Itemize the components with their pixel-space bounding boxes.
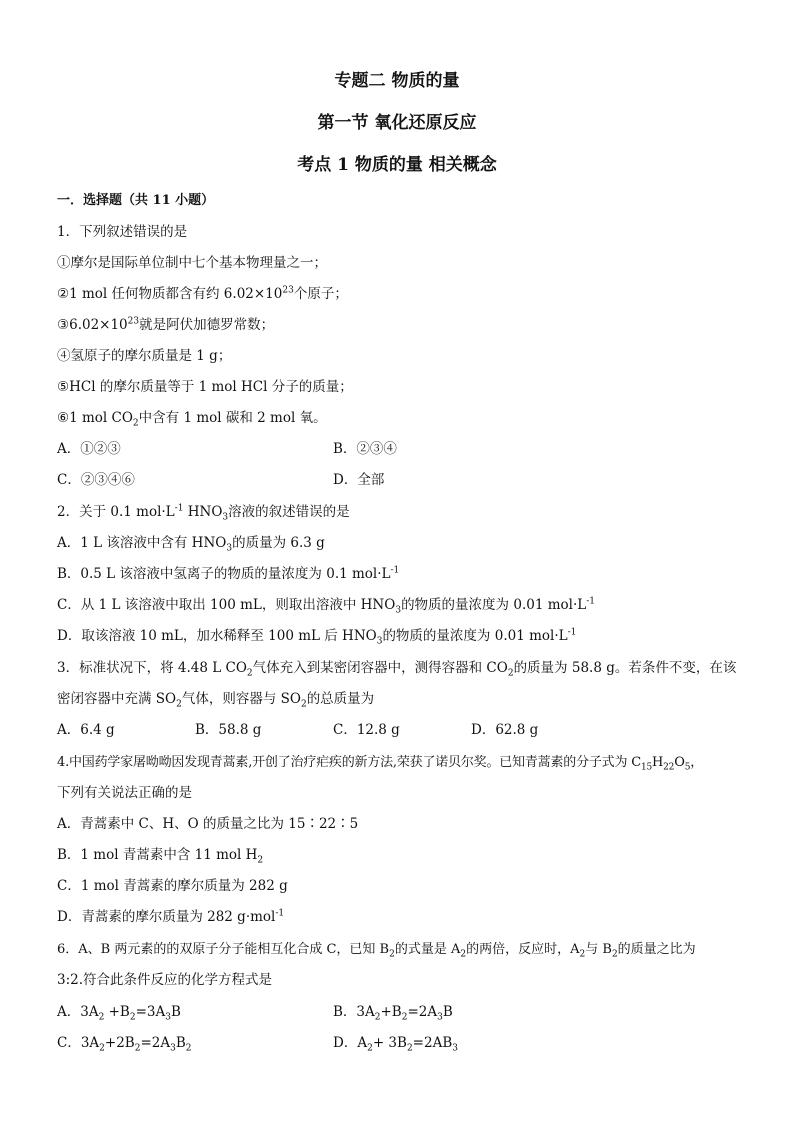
q6-stem-line-1: 6．A、B 两元素的的双原子分子能相互化合成 C，已知 $B_2$的式量是 $A_2$的两倍，反应时，$A_2$与 $B_2$的质量之比为 xyxy=(57,942,696,960)
q4-option-b: B．1 mol 青蒿素中含 11 mol $H_2$ xyxy=(57,847,264,866)
q3-option-d: D．62.8 g xyxy=(471,722,539,738)
q3-stem-line-1: 3．标准状况下，将 4.48 L $CO_2$气体充入到某密闭容器中，测得容器和 $CO_2$的质量为 58.8 g。若条件不变，在该 xyxy=(57,660,737,679)
q1-option-c: C．②③④⑥ xyxy=(57,472,135,488)
q1-statement-2: ②1 mol 任何物质都含有约 $6.02\times 10^{23}$个原子； xyxy=(57,285,348,302)
q2-option-b: B．0.5 L 该溶液中氢离子的物质的量浓度为 0.1 $mol\cdot L^{-1}$ xyxy=(57,565,400,582)
q3-option-a: A．6.4 g xyxy=(57,722,115,738)
q1-statement-3: $③6.02\times 10^{23}$就是阿伏加德罗常数； xyxy=(57,316,275,333)
q2-stem: 2．关于 0.1 $mol\cdot L^{-1}$ $HNO_3$溶液的叙述错误的是 xyxy=(57,503,350,523)
point-title: 考点 1 物质的量 相关概念 xyxy=(297,155,497,175)
q3-option-b: B．58.8 g xyxy=(195,722,262,738)
q1-option-b: B．②③④ xyxy=(333,441,397,457)
q6-option-d: D．$A_2+ 3B_2=2AB_3$ xyxy=(333,1035,458,1054)
q1-option-a: A．①②③ xyxy=(57,441,121,457)
topic-title: 专题二 物质的量 xyxy=(334,71,460,91)
q1-statement-1: ①摩尔是国际单位制中七个基本物理量之一； xyxy=(57,255,327,271)
q4-option-a: A．青蒿素中 C、H、O 的质量之比为 15∶22∶5 xyxy=(57,816,359,832)
q6-stem-line-2: 3:2.符合此条件反应的化学方程式是 xyxy=(57,972,273,988)
q4-option-c: C．1 mol 青蒿素的摩尔质量为 282 g xyxy=(57,878,288,894)
q1-statement-6: ⑥1 mol $CO_2$中含有 1 mol 碳和 2 mol 氧。 xyxy=(57,410,327,429)
q6-option-b: B．$3A_2+B_2=2A_3B$ xyxy=(333,1004,453,1023)
q4-option-d: D．青蒿素的摩尔质量为 282 g·mol$^{-1}$ xyxy=(57,908,285,925)
section-heading: 一．选择题（共 11 小题） xyxy=(57,193,215,208)
section-title: 第一节 氧化还原反应 xyxy=(317,113,477,133)
q1-statement-4: ④氢原子的摩尔质量是 1 g； xyxy=(57,348,232,364)
q3-option-c: C．12.8 g xyxy=(333,722,400,738)
q6-option-a: A．$3A_2 +B_2=3A_3B$ xyxy=(57,1004,181,1023)
q4-stem-line-2: 下列有关说法正确的是 xyxy=(57,785,192,801)
q4-stem-line-1: 4.中国药学家屠呦呦因发现青蒿素,开创了治疗疟疾的新方法,荣获了诺贝尔奖。已知青蒿素的分子式为 $C_{15}H_{22}O_5$， xyxy=(57,755,704,773)
q2-option-d: D．取该溶液 10 mL，加水稀释至 100 mL 后 $HNO_3$的物质的量浓度为 0.01 $mol\cdot L^{-1}$ xyxy=(57,627,577,647)
q2-option-c: C．从 1 L 该溶液中取出 100 mL，则取出溶液中 $HNO_3$的物质的量浓度为 0.01 $mol\cdot L^{-1}$ xyxy=(57,596,595,616)
q6-option-c: C．$3A_2+2B_2=2A_3B_2$ xyxy=(57,1035,192,1054)
q1-stem: 1．下列叙述错误的是 xyxy=(57,224,188,240)
q1-statement-5: ⑤HCl 的摩尔质量等于 1 mol HCl 分子的质量； xyxy=(57,379,353,395)
q2-option-a: A．1 L 该溶液中含有 $HNO_3$的质量为 6.3 g xyxy=(57,535,325,554)
q1-option-d: D．全部 xyxy=(333,472,385,488)
q3-stem-line-2: 密闭容器中充满 $SO_2$气体，则容器与 $SO_2$的总质量为 xyxy=(57,691,375,710)
